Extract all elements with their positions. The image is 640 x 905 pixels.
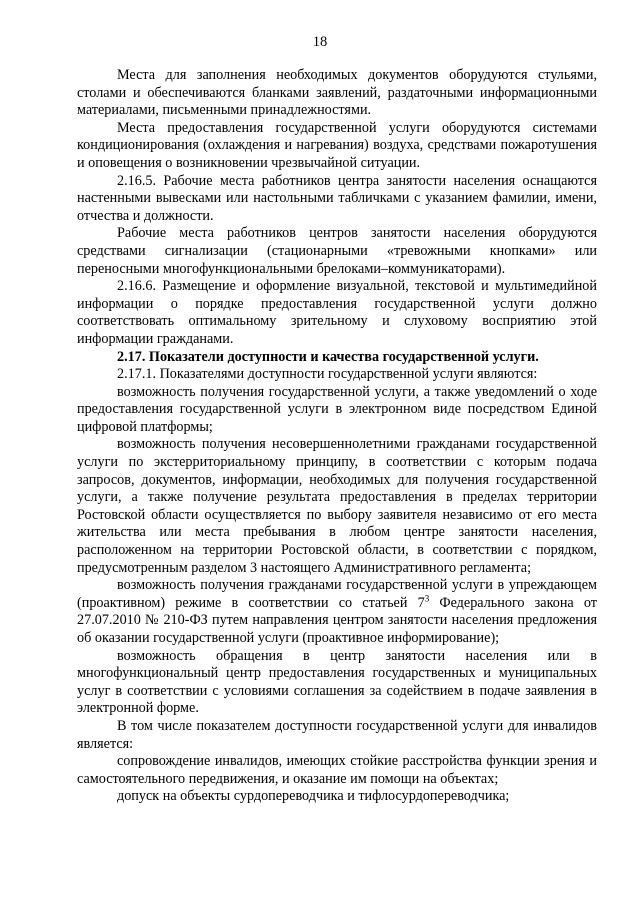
document-body [77, 67, 597, 806]
paragraph: 2.16.6. Размещение и оформление визуальной, текстовой и мультимедийной информации о порядке предоставления государственной услуги должно соответствовать оптимальному зрительному и слуховому восприятию этой информации гражданами. [77, 278, 597, 347]
paragraph: 2.16.5. Рабочие места работников центра занятости населения оснащаются настенными вывесками или настольными табличками с указанием фамилии, имени, отчества и должности. [77, 172, 597, 224]
paragraph: Места предоставления государственной услуги оборудуются системами кондиционирования (охлаждения и нагревания) воздуха, средствами пожаротушения и оповещения о возникновении чрезвычайной ситуации. [77, 119, 597, 171]
section-heading: 2.17. Показатели доступности и качества государственной услуги. [117, 348, 539, 365]
article-superscript: 3 [424, 593, 430, 604]
list-item: возможность получения несовершеннолетними гражданами государственной услуги по экстерриториальному принципу, в соответствии с которым подача запросов, документов, информации, необходимых для получения государственной услуги, а также получение результата предоставления в пределах территории Ростовской области осуществляется по выбору заявителя независимо от его места жительства или места пребывания в любом центре занятости населения, расположенном на территории Ростовской области, в соответствии с порядком, предусмотренным разделом 3 настоящего Административного регламента; [77, 436, 597, 576]
list-item: сопровождение инвалидов, имеющих стойкие расстройства функции зрения и самостоятельного передвижения, и оказание им помощи на объектах; [77, 753, 597, 787]
list-item: возможность получения государственной услуги, а также уведомлений о ходе предоставления государственной услуги в электронном виде посредством Единой цифровой платформы; [77, 383, 597, 435]
paragraph: Рабочие места работников центров занятости населения оборудуются средствами сигнализации (стационарными «тревожными кнопками» или переносными многофункциональными брелоками–коммуникаторами). [77, 225, 597, 277]
list-item [77, 577, 597, 647]
paragraph-text: возможность получения гражданами государственной услуги в упреждающем (проактивном) режиме в соответствии со статьей 7 [77, 577, 597, 611]
list-item: допуск на объекты сурдопереводчика и тифлосурдопереводчика; [117, 788, 510, 805]
paragraph: 2.17.1. Показателями доступности государственной услуги являются: [117, 366, 538, 383]
paragraph-text: Федерального закона от 27.07.2010 № 210-ФЗ путем направления центром занятости населения предложения об оказании государственной услуги (проактивное информирование); [77, 594, 597, 646]
list-item: возможность обращения в центр занятости населения или в многофункциональный центр предоставления государственных и муниципальных услуг в соответствии с условиями соглашения за содействием в подаче заявления в электронной форме. [77, 647, 597, 717]
paragraph: В том числе показателем доступности государственной услуги для инвалидов является: [77, 717, 597, 752]
paragraph: Места для заполнения необходимых документов оборудуются стульями, столами и обеспечиваются бланками заявлений, раздаточными информационными материалами, письменными принадлежностями. [77, 67, 597, 119]
page-number: 18 [312, 34, 328, 50]
